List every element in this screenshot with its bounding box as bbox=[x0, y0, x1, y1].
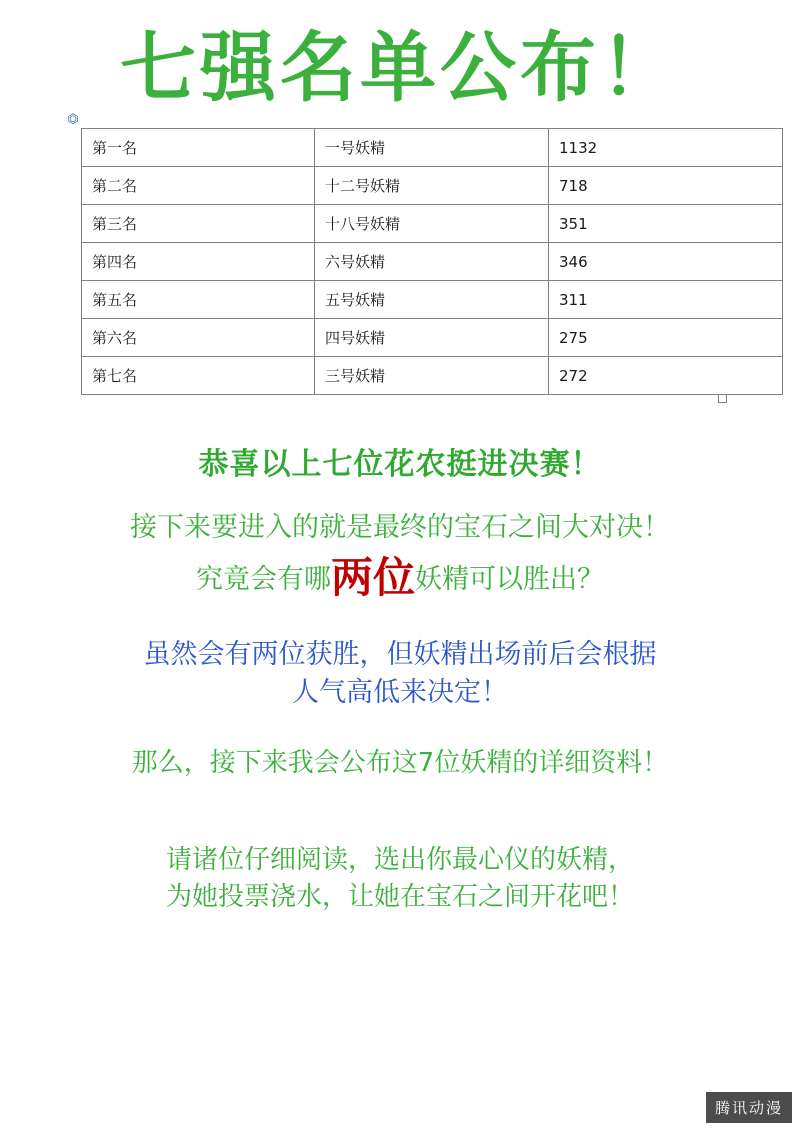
rank-cell: 第三名 bbox=[82, 205, 315, 243]
table-row bbox=[82, 167, 783, 205]
rank-cell: 第七名 bbox=[82, 357, 315, 395]
final-round-line: 接下来要进入的就是最终的宝石之间大对决！ bbox=[130, 511, 670, 543]
congrats-text: 恭喜以上七位花农挺进决赛！ bbox=[198, 447, 602, 482]
rank-cell: 第六名 bbox=[82, 319, 315, 357]
call-to-action-line-2: 为她投票浇水，让她在宝石之间开花吧！ bbox=[165, 881, 634, 912]
votes-cell: 1132 bbox=[549, 129, 783, 167]
rank-table-container bbox=[67, 112, 719, 395]
order-rule-line-2: 人气高低来决定！ bbox=[292, 677, 508, 709]
winner-count-emphasis: 两位 bbox=[330, 552, 415, 602]
name-cell: 十二号妖精 bbox=[315, 167, 549, 205]
name-cell: 三号妖精 bbox=[315, 357, 549, 395]
votes-cell: 351 bbox=[549, 205, 783, 243]
votes-cell: 311 bbox=[549, 281, 783, 319]
votes-cell: 718 bbox=[549, 167, 783, 205]
call-to-action-line-1: 请诸位仔细阅读，选出你最心仪的妖精， bbox=[165, 844, 634, 875]
name-cell: 四号妖精 bbox=[315, 319, 549, 357]
rank-cell: 第四名 bbox=[82, 243, 315, 281]
name-cell: 五号妖精 bbox=[315, 281, 549, 319]
winner-question-prefix: 究竟会有哪 bbox=[195, 563, 331, 595]
table-row bbox=[82, 129, 783, 167]
table-row bbox=[82, 281, 783, 319]
votes-cell: 346 bbox=[549, 243, 783, 281]
name-cell: 六号妖精 bbox=[315, 243, 549, 281]
winner-question-suffix: 妖精可以胜出？ bbox=[415, 563, 604, 595]
rank-cell: 第五名 bbox=[82, 281, 315, 319]
detail-announce-line: 那么，接下来我会公布这7位妖精的详细资料！ bbox=[131, 747, 669, 778]
page-title: 七强名单公布！ bbox=[120, 23, 680, 112]
table-move-handle-icon[interactable]: ⏣ bbox=[67, 112, 79, 127]
rank-cell: 第二名 bbox=[82, 167, 315, 205]
table-resize-handle[interactable] bbox=[718, 394, 727, 403]
winner-question-line bbox=[0, 550, 800, 607]
table-row bbox=[82, 205, 783, 243]
name-cell: 十八号妖精 bbox=[315, 205, 549, 243]
rank-table-body bbox=[82, 129, 783, 395]
votes-cell: 275 bbox=[549, 319, 783, 357]
name-cell: 一号妖精 bbox=[315, 129, 549, 167]
watermark-label: 腾讯动漫 bbox=[706, 1092, 792, 1123]
rank-cell: 第一名 bbox=[82, 129, 315, 167]
rank-table bbox=[81, 128, 783, 395]
table-row bbox=[82, 357, 783, 395]
votes-cell: 272 bbox=[549, 357, 783, 395]
order-rule-line-1: 虽然会有两位获胜，但妖精出场前后会根据 bbox=[143, 638, 657, 670]
table-row bbox=[82, 319, 783, 357]
table-row bbox=[82, 243, 783, 281]
